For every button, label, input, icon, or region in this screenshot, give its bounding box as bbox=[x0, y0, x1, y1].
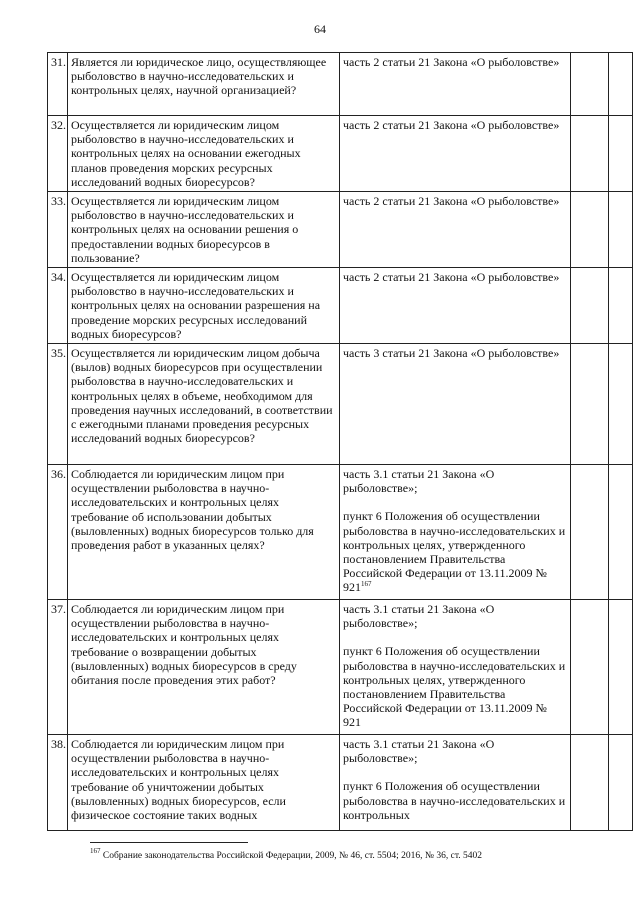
legal-basis-cell bbox=[340, 465, 571, 600]
question-cell: Соблюдается ли юридическим лицом при осуществлении рыболовства в научно-исследовательских и контрольных целях требование об использовании добытых (выловленных) водных биоресурсов только для проведения работ в указанных целях? bbox=[68, 465, 340, 600]
row-number: 35. bbox=[48, 344, 68, 465]
note-cell bbox=[609, 53, 633, 116]
answer-cell bbox=[571, 192, 609, 268]
row-number: 34. bbox=[48, 268, 68, 344]
footnote-text: Собрание законодательства Российской Федерации, 2009, № 46, ст. 5504; 2016, № 36, ст. 5402 bbox=[102, 851, 483, 861]
legal-basis-cell bbox=[340, 116, 571, 192]
row-number: 38. bbox=[48, 735, 68, 831]
row-number: 33. bbox=[48, 192, 68, 268]
legal-basis-cell bbox=[340, 735, 571, 831]
legal-basis-text: часть 2 статьи 21 Закона «О рыболовстве» bbox=[343, 270, 560, 284]
legal-basis-text: часть 2 статьи 21 Закона «О рыболовстве» bbox=[343, 55, 560, 69]
table-row bbox=[48, 192, 633, 268]
answer-cell bbox=[571, 53, 609, 116]
table-row bbox=[48, 53, 633, 116]
page-number: 64 bbox=[314, 22, 326, 36]
legal-basis-cell bbox=[340, 268, 571, 344]
note-cell bbox=[609, 116, 633, 192]
legal-basis-text: пункт 6 Положения об осуществлении рыболовства в научно-исследовательских и контрольных bbox=[343, 779, 566, 822]
table-row bbox=[48, 344, 633, 465]
question-cell: Является ли юридическое лицо, осуществляющее рыболовство в научно-исследовательских и контрольных целях, научной организацией? bbox=[68, 53, 340, 116]
legal-basis-cell bbox=[340, 192, 571, 268]
legal-basis-text: часть 3 статьи 21 Закона «О рыболовстве» bbox=[343, 346, 560, 360]
question-cell: Соблюдается ли юридическим лицом при осуществлении рыболовства в научно-исследовательских и контрольных целях требование об уничтожении добытых (выловленных) водных биоресурсов, если физическое состояние таких водных bbox=[68, 735, 340, 831]
row-number: 37. bbox=[48, 600, 68, 735]
legal-basis-text: пункт 6 Положения об осуществлении рыболовства в научно-исследовательских и контрольных целях, утвержденного постановлением Правительства Российской Федерации от 13.11.2009 № 921 bbox=[343, 644, 566, 730]
note-cell bbox=[609, 268, 633, 344]
note-cell bbox=[609, 600, 633, 735]
note-cell bbox=[609, 465, 633, 600]
question-cell: Осуществляется ли юридическим лицом рыболовство в научно-исследовательских и контрольных целях на основании разрешения на проведение морских ресурсных исследований водных биоресурсов? bbox=[68, 268, 340, 344]
answer-cell bbox=[571, 268, 609, 344]
answer-cell bbox=[571, 600, 609, 735]
legal-basis-text: часть 3.1 статьи 21 Закона «О рыболовстве»; bbox=[343, 602, 495, 631]
row-number: 31. bbox=[48, 53, 68, 116]
table-row bbox=[48, 600, 633, 735]
note-cell bbox=[609, 735, 633, 831]
table-row bbox=[48, 268, 633, 344]
legal-basis-cell bbox=[340, 344, 571, 465]
legal-basis-body: пункт 6 Положения об осуществлении рыболовства в научно-исследовательских и контрольных целях, утвержденного постановлением Правительства Российской Федерации от 13.11.2009 № 921 bbox=[343, 509, 566, 595]
table-row bbox=[48, 465, 633, 600]
answer-cell bbox=[571, 116, 609, 192]
footnote-marker: 167 bbox=[90, 847, 101, 855]
legal-basis-cell bbox=[340, 600, 571, 735]
answer-cell bbox=[571, 344, 609, 465]
answer-cell bbox=[571, 735, 609, 831]
legal-basis-text bbox=[343, 509, 567, 594]
table-row bbox=[48, 116, 633, 192]
question-cell: Осуществляется ли юридическим лицом добыча (вылов) водных биоресурсов при осуществлении рыболовства в научно-исследовательских и контрольных целях в объеме, необходимом для проведения научных исследований, в соответствии с ежегодными планами проведения ресурсных исследований водных биоресурсов? bbox=[68, 344, 340, 465]
checklist-table bbox=[47, 52, 633, 831]
question-cell: Осуществляется ли юридическим лицом рыболовство в научно-исследовательских и контрольных целях на основании решения о предоставлении водных биоресурсов в пользование? bbox=[68, 192, 340, 268]
answer-cell bbox=[571, 465, 609, 600]
footnote bbox=[90, 847, 610, 862]
question-cell: Осуществляется ли юридическим лицом рыболовство в научно-исследовательских и контрольных целях на основании ежегодных планов проведения морских ресурсных исследований водных биоресурсов? bbox=[68, 116, 340, 192]
footnote-ref: 167 bbox=[361, 580, 372, 589]
legal-basis-text: часть 2 статьи 21 Закона «О рыболовстве» bbox=[343, 194, 560, 208]
row-number: 36. bbox=[48, 465, 68, 600]
note-cell bbox=[609, 192, 633, 268]
question-cell: Соблюдается ли юридическим лицом при осуществлении рыболовства в научно-исследовательских и контрольных целях требование о возвращении добытых (выловленных) водных биоресурсов в среду обитания после проведения этих работ? bbox=[68, 600, 340, 735]
table-row bbox=[48, 735, 633, 831]
row-number: 32. bbox=[48, 116, 68, 192]
footnote-divider bbox=[90, 842, 248, 843]
legal-basis-cell bbox=[340, 53, 571, 116]
legal-basis-text: часть 3.1 статьи 21 Закона «О рыболовстве»; bbox=[343, 737, 495, 766]
legal-basis-text: часть 3.1 статьи 21 Закона «О рыболовстве»; bbox=[343, 467, 495, 496]
note-cell bbox=[609, 344, 633, 465]
legal-basis-text: часть 2 статьи 21 Закона «О рыболовстве» bbox=[343, 118, 560, 132]
